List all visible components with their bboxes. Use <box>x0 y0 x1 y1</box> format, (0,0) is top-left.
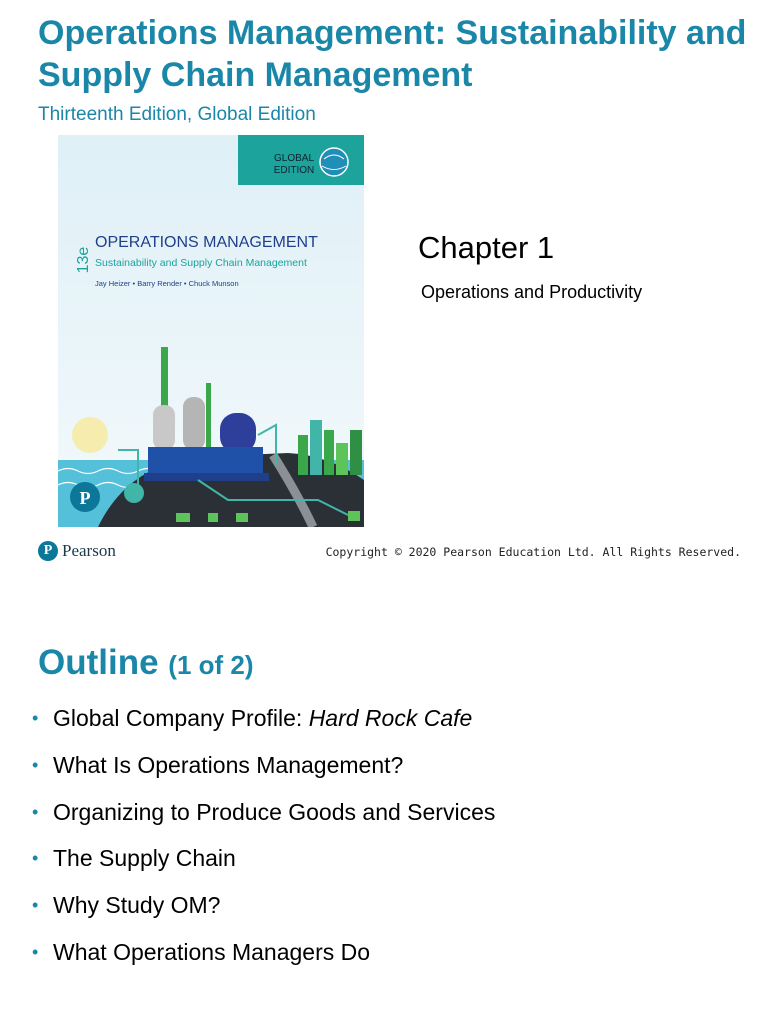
book-title: OPERATIONS MANAGEMENT <box>95 234 318 251</box>
book-subtitle: Sustainability and Supply Chain Management <box>95 257 307 269</box>
bulb-icon <box>124 483 144 503</box>
globe-icon <box>320 148 348 176</box>
list-item: • Global Company Profile: Hard Rock Cafe <box>32 705 473 731</box>
outline-part-label: (1 of 2) <box>168 650 254 680</box>
pearson-logo-icon: P <box>38 541 58 561</box>
bullet-icon: • <box>32 941 39 962</box>
copyright-notice: Copyright © 2020 Pearson Education Ltd. All Rights Reserved. <box>325 545 741 559</box>
factory-building <box>148 447 263 475</box>
bullet-icon: • <box>32 848 39 869</box>
sun-shape <box>72 417 108 453</box>
list-item: • What Operations Managers Do <box>32 938 371 965</box>
outline-heading <box>38 642 254 686</box>
outline-list <box>28 704 495 985</box>
book-cover <box>58 135 364 527</box>
bullet-icon: • <box>32 895 39 916</box>
edition-mark: 13e <box>75 246 92 274</box>
chapter-title: Operations and Productivity <box>421 282 643 302</box>
badge-line2: EDITION <box>273 165 315 176</box>
list-item: • Organizing to Produce Goods and Services <box>32 798 496 825</box>
list-item: • What Is Operations Management? <box>32 751 404 778</box>
bullet-icon: • <box>32 754 39 775</box>
publisher-name: Pearson <box>62 541 116 560</box>
outline-slide <box>0 600 768 1024</box>
book-authors: Jay Heizer • Barry Render • Chuck Munson <box>95 279 239 288</box>
course-title: Operations Management: Sustainability and Supply Chain Management <box>38 14 747 94</box>
cover-illustration <box>58 135 364 527</box>
bullet-icon: • <box>32 801 39 822</box>
bullet-icon: • <box>32 708 39 728</box>
edition-label: Thirteenth Edition, Global Edition <box>38 104 316 125</box>
list-item: • Why Study OM? <box>32 892 221 919</box>
outline-title-text: Outline <box>38 643 159 682</box>
badge-line1: GLOBAL <box>273 153 315 164</box>
company-name: Hard Rock Cafe <box>308 705 473 731</box>
list-item: • The Supply Chain <box>32 845 236 872</box>
publisher-logo <box>38 541 116 561</box>
svg-text:P: P <box>79 488 91 508</box>
chapter-number: Chapter 1 <box>418 230 555 265</box>
